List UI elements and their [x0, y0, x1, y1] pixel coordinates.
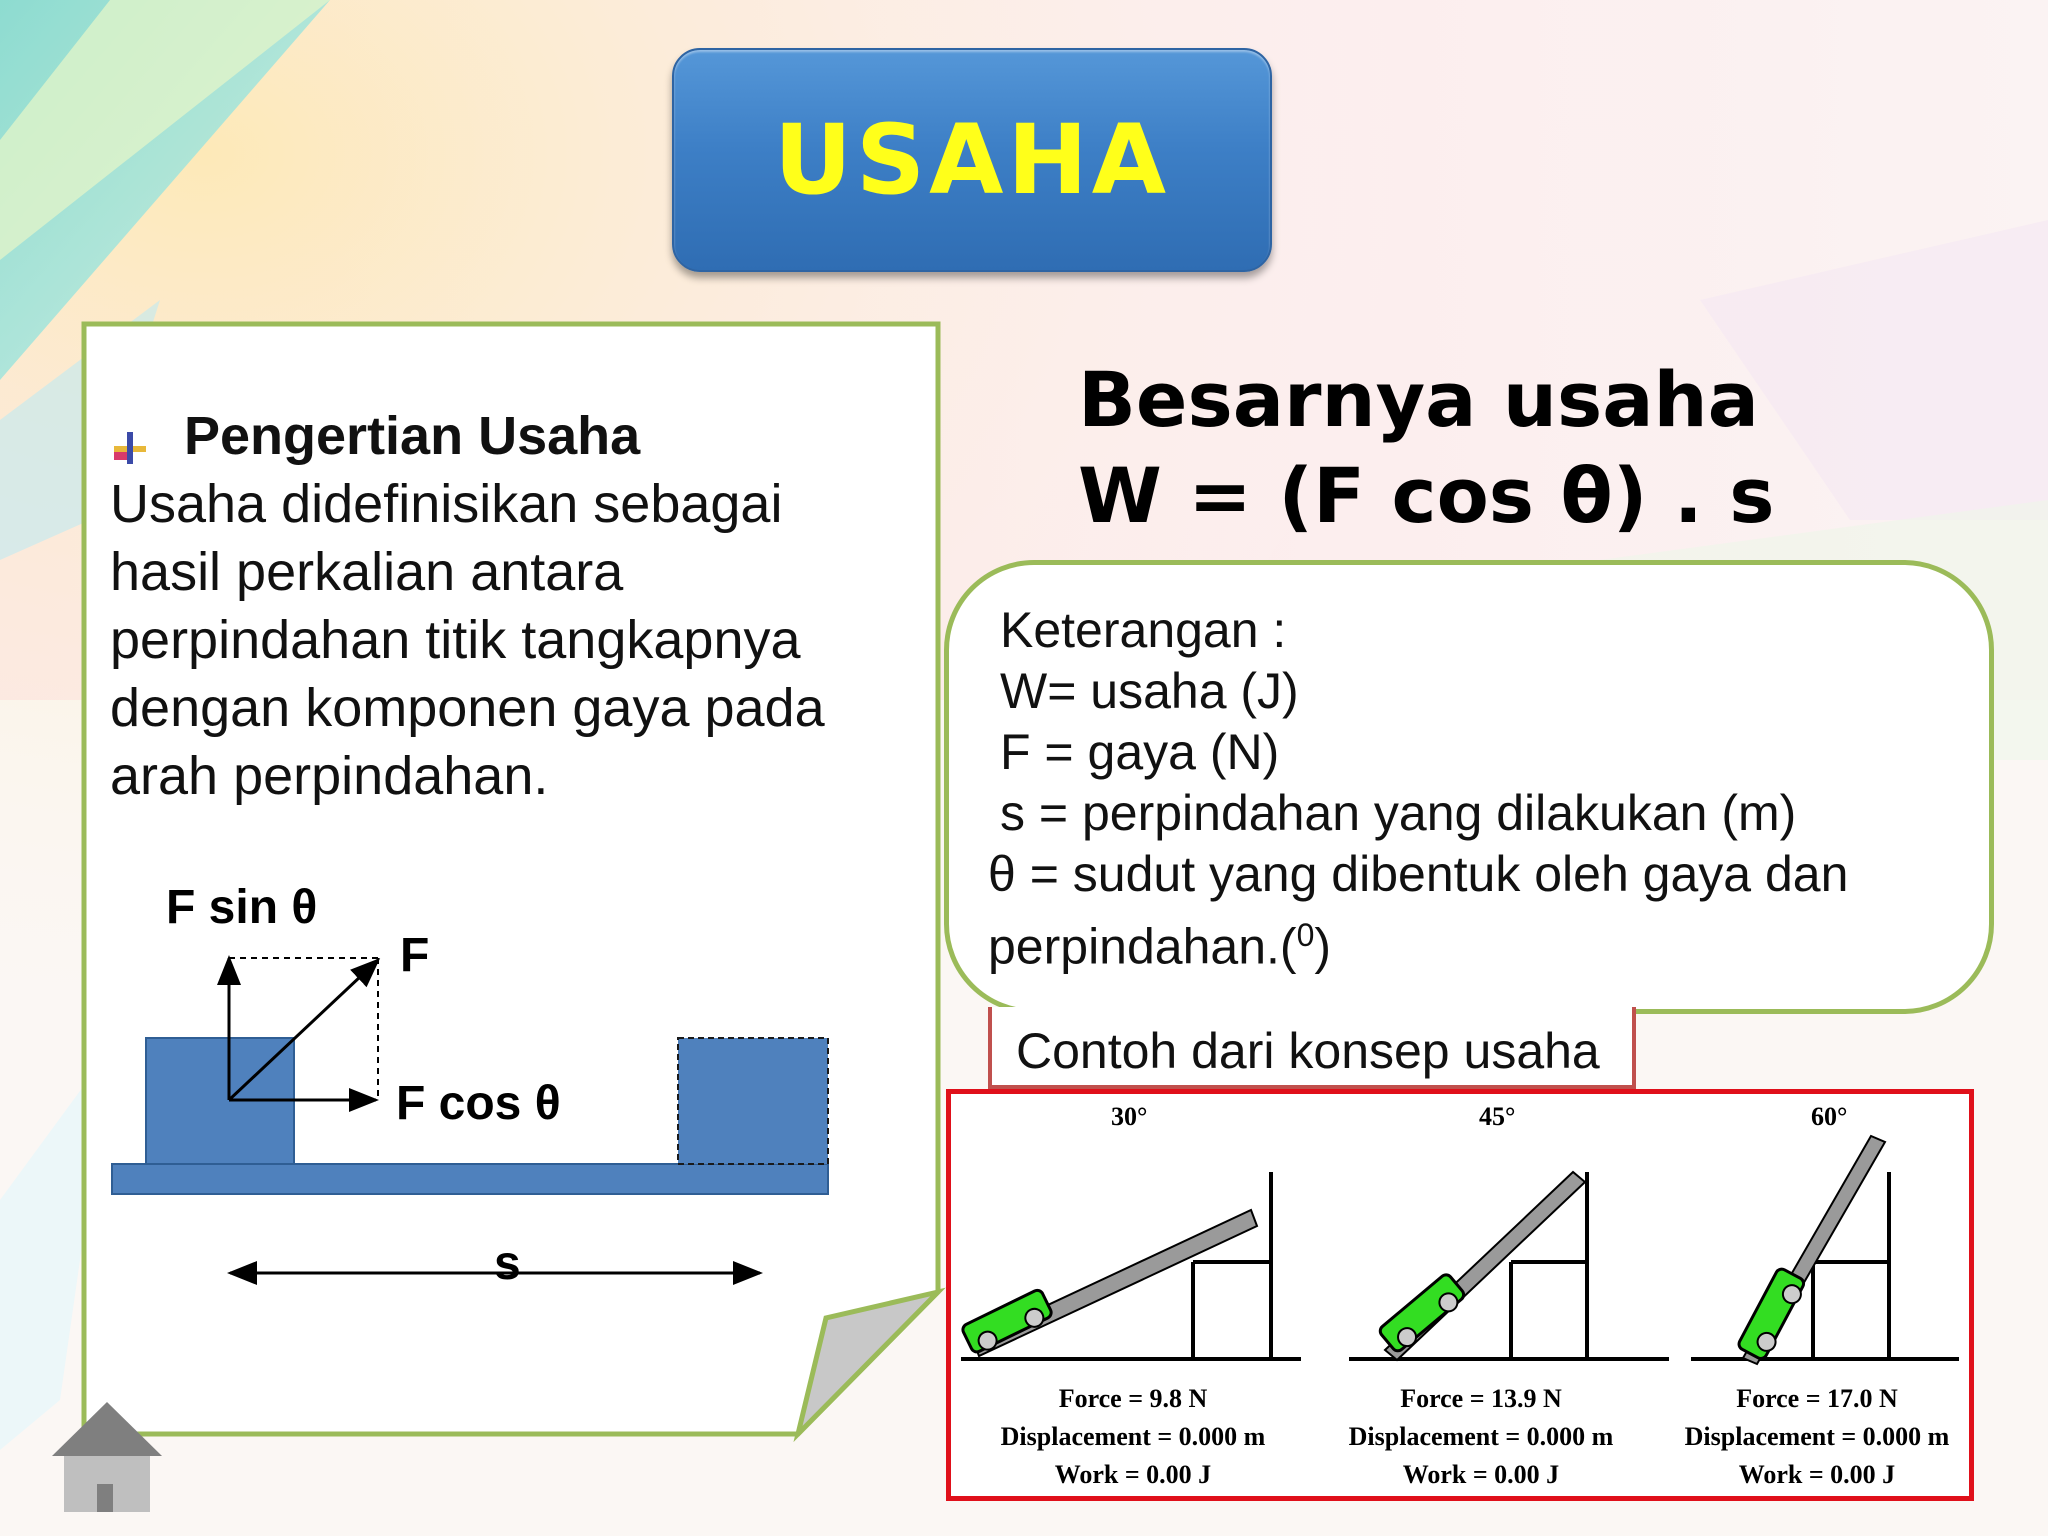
- legend-theta-cont-row: [988, 905, 1948, 978]
- incline-60: [1691, 1136, 1959, 1364]
- legend-text: [988, 600, 1948, 978]
- legend-s: s = perpindahan yang dilakukan (m): [1000, 785, 1797, 841]
- home-icon[interactable]: [50, 1400, 164, 1514]
- case-work: Work = 0.00 J: [1402, 1460, 1560, 1489]
- case-stats: [983, 1380, 1283, 1494]
- s-label: s: [494, 1237, 521, 1290]
- slide-title: USAHA: [773, 104, 1171, 216]
- case-stats: [1667, 1380, 1967, 1494]
- case-force: Force = 17.0 N: [1736, 1384, 1898, 1413]
- block-final: [678, 1038, 828, 1164]
- f-sin-label: F sin θ: [166, 881, 318, 934]
- definition-line: perpindahan titik tangkapnya: [110, 610, 801, 670]
- legend-theta: θ = sudut yang dibentuk oleh gaya dan: [988, 846, 1849, 902]
- definition-line: hasil perkalian antara: [110, 542, 624, 602]
- definition-line: arah perpindahan.: [110, 746, 549, 806]
- legend-w: W= usaha (J): [1000, 663, 1299, 719]
- case-work: Work = 0.00 J: [1738, 1460, 1896, 1489]
- f-label: F: [400, 929, 430, 982]
- example-frame: [946, 1089, 1974, 1501]
- legend-theta-cont: perpindahan.(: [988, 918, 1297, 975]
- legend-theta-end: ): [1314, 918, 1332, 975]
- formula-section: [1078, 352, 1774, 544]
- definition-line: Usaha didefinisikan sebagai: [110, 474, 783, 534]
- case-displacement: Displacement = 0.000 m: [1684, 1422, 1950, 1451]
- ground-bar: [112, 1164, 828, 1194]
- legend-title: Keterangan :: [1000, 602, 1287, 658]
- f-arrow: [229, 960, 378, 1100]
- case-angle: 30°: [1111, 1102, 1148, 1131]
- definition-line: dengan komponen gaya pada: [110, 678, 825, 738]
- formula-heading: Besarnya usaha: [1078, 355, 1759, 444]
- incline-45: [1349, 1172, 1669, 1360]
- case-angle: 60°: [1811, 1102, 1848, 1131]
- case-work: Work = 0.00 J: [1054, 1460, 1212, 1489]
- formula-equation: W = (F cos θ) . s: [1078, 451, 1775, 540]
- case-force: Force = 9.8 N: [1058, 1384, 1208, 1413]
- case-angle: 45°: [1479, 1102, 1516, 1131]
- definition-heading: Pengertian Usaha: [184, 406, 641, 466]
- example-label: Contoh dari konsep usaha: [988, 1007, 1636, 1089]
- legend-theta-sup: 0: [1296, 917, 1315, 953]
- legend-f: F = gaya (N): [1000, 724, 1280, 780]
- case-displacement: Displacement = 0.000 m: [1000, 1422, 1266, 1451]
- f-cos-label: F cos θ: [396, 1077, 561, 1130]
- incline-30: [961, 1172, 1301, 1359]
- case-stats: [1331, 1380, 1631, 1494]
- case-force: Force = 13.9 N: [1400, 1384, 1562, 1413]
- case-displacement: Displacement = 0.000 m: [1348, 1422, 1614, 1451]
